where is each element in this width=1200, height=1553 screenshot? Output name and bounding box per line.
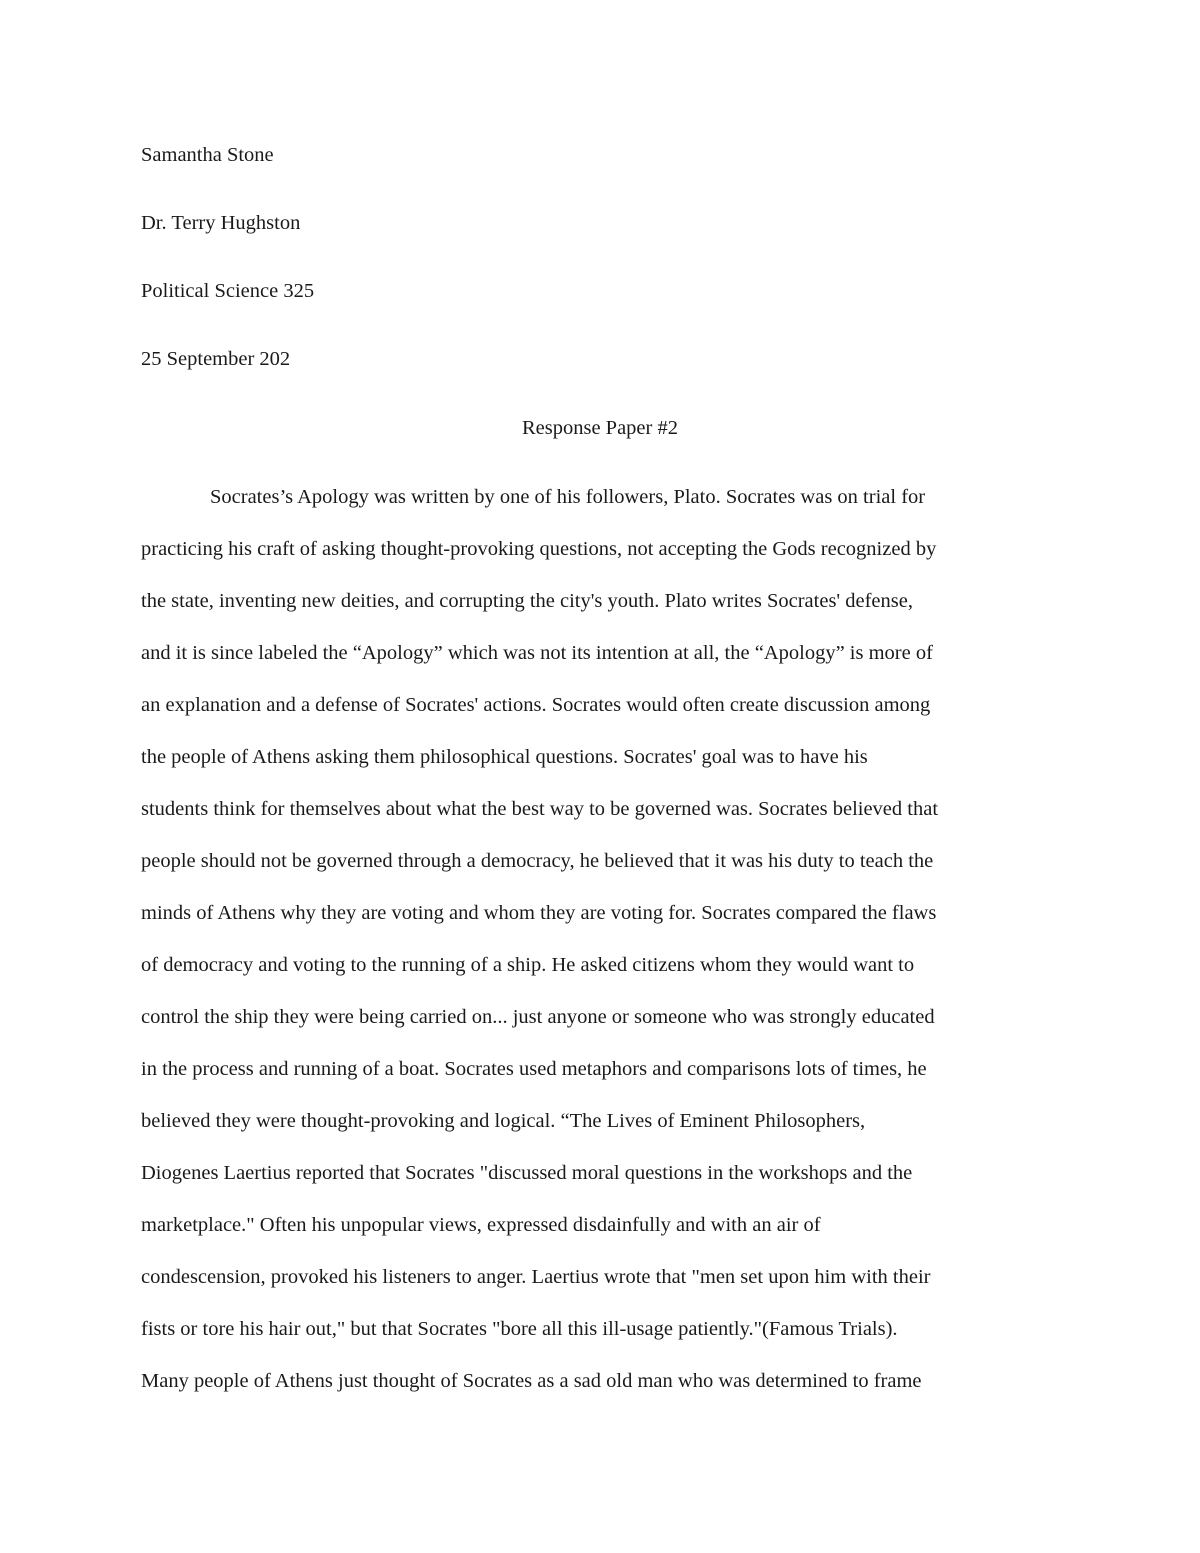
instructor-name: Dr. Terry Hughston (141, 212, 301, 234)
student-name: Samantha Stone (141, 144, 274, 166)
body-line: fists or tore his hair out," but that Socrates "bore all this ill-usage patiently."(Famous Trials). (141, 1318, 898, 1340)
body-line: minds of Athens why they are voting and whom they are voting for. Socrates compared the flaws (141, 902, 937, 924)
body-line: the people of Athens asking them philosophical questions. Socrates' goal was to have his (141, 746, 868, 768)
body-line: control the ship they were being carried on... just anyone or someone who was strongly educated (141, 1006, 935, 1028)
body-line: Socrates’s Apology was written by one of his followers, Plato. Socrates was on trial for (210, 486, 926, 508)
paper-title: Response Paper #2 (521, 417, 678, 439)
body-line: Diogenes Laertius reported that Socrates "discussed moral questions in the workshops and the (141, 1162, 913, 1184)
course-name: Political Science 325 (141, 280, 315, 302)
body-line: believed they were thought-provoking and logical. “The Lives of Eminent Philosophers, (141, 1110, 866, 1132)
body-line: in the process and running of a boat. Socrates used metaphors and comparisons lots of times, he (141, 1058, 927, 1080)
body-line: students think for themselves about what the best way to be governed was. Socrates believed that (141, 798, 939, 820)
body-line: and it is since labeled the “Apology” which was not its intention at all, the “Apology” is more of (141, 642, 933, 664)
body-line: an explanation and a defense of Socrates' actions. Socrates would often create discussion among (141, 694, 931, 716)
body-line: Many people of Athens just thought of Socrates as a sad old man who was determined to frame (141, 1370, 922, 1392)
body-line: of democracy and voting to the running of a ship. He asked citizens whom they would want to (141, 954, 915, 976)
body-line: practicing his craft of asking thought-provoking questions, not accepting the Gods recognized by (141, 538, 937, 560)
paper-date: 25 September 202 (141, 348, 291, 370)
body-line: marketplace." Often his unpopular views, expressed disdainfully and with an air of (141, 1214, 821, 1236)
body-line: condescension, provoked his listeners to anger. Laertius wrote that "men set upon him with their (141, 1266, 931, 1288)
body-line: the state, inventing new deities, and corrupting the city's youth. Plato writes Socrates' defense, (141, 590, 913, 612)
body-line: people should not be governed through a democracy, he believed that it was his duty to teach the (141, 850, 934, 872)
